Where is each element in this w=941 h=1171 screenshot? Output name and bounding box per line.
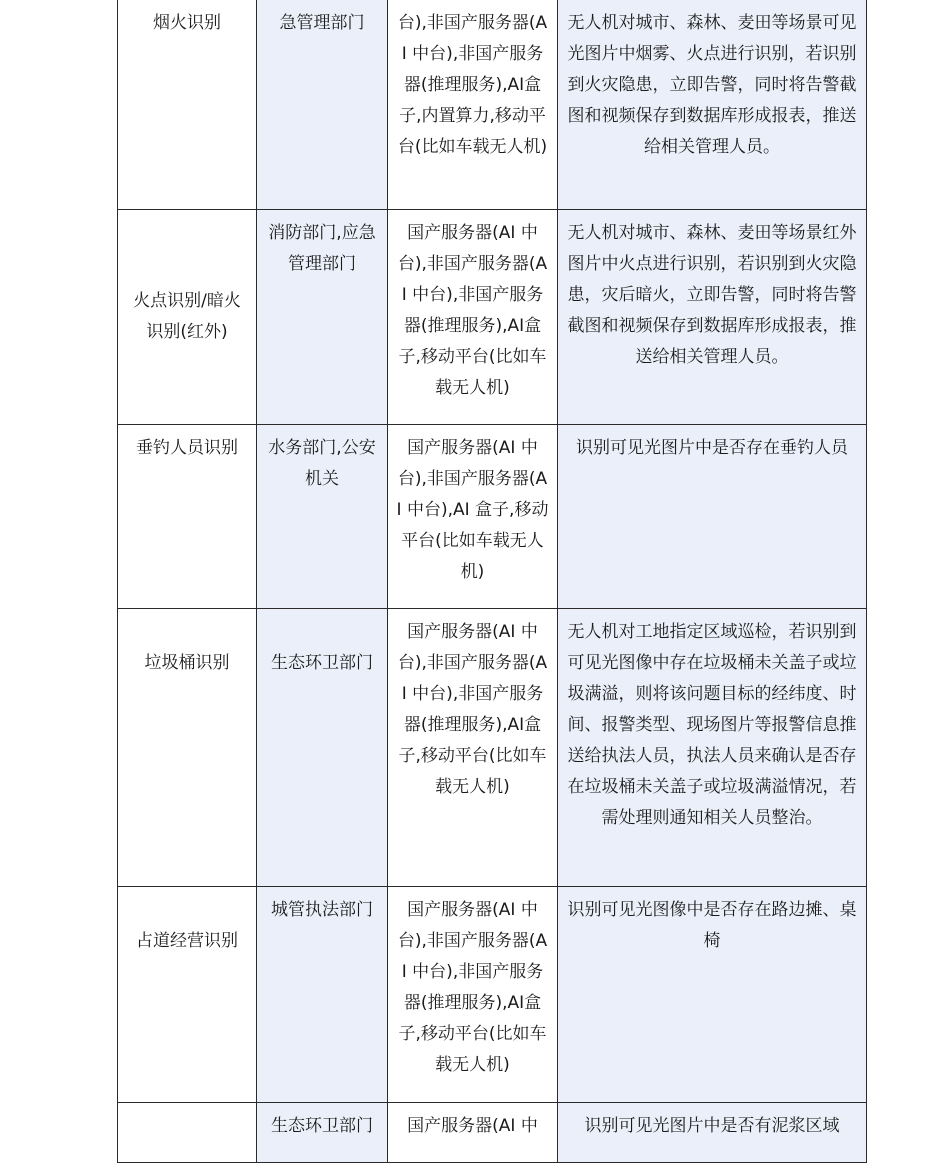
description: 识别可见光图片中是否存在垂钓人员 xyxy=(576,438,848,458)
department-cell xyxy=(257,0,388,210)
platform: 国产服务器(AI 中台),非国产服务器(AI 中台),非国产服务器(推理服务),AI盒子,移动平台(比如车载无人机) xyxy=(397,900,548,1075)
platform-cell xyxy=(388,609,558,887)
recognition-name-cell xyxy=(118,0,257,210)
recognition-name: 占道经营识别 xyxy=(136,931,238,951)
department: 水务部门,公安机关 xyxy=(268,438,376,489)
table-row xyxy=(118,887,867,1103)
platform: 国产服务器(AI 中台),非国产服务器(AI 中台),AI 盒子,移动平台(比如车载无人机) xyxy=(396,438,549,582)
department-cell xyxy=(257,1103,388,1163)
recognition-name-cell xyxy=(118,609,257,887)
table-row xyxy=(118,1103,867,1163)
description-cell xyxy=(558,1103,867,1163)
department: 生态环卫部门 xyxy=(271,1116,373,1136)
department-cell xyxy=(257,425,388,609)
platform-cell xyxy=(388,0,558,210)
department-cell xyxy=(257,210,388,425)
recognition-name-cell xyxy=(118,210,257,425)
description: 无人机对城市、森林、麦田等场景可见光图片中烟雾、火点进行识别，若识别到火灾隐患，立即告警，同时将告警截图和视频保存到数据库形成报表，推送给相关管理人员。 xyxy=(567,13,857,157)
platform-cell xyxy=(388,210,558,425)
description: 无人机对工地指定区域巡检，若识别到可见光图像中存在垃圾桶未关盖子或垃圾满溢，则将该问题目标的经纬度、时间、报警类型、现场图片等报警信息推送给执法人员，执法人员来确认是否存在垃圾桶未关盖子或垃圾满溢情况，若需处理则通知相关人员整治。 xyxy=(567,622,857,828)
platform-cell xyxy=(388,1103,558,1163)
department-cell xyxy=(257,609,388,887)
table-row xyxy=(118,0,867,210)
recognition-name-cell xyxy=(118,425,257,609)
description-cell xyxy=(558,887,867,1103)
platform: 国产服务器(AI 中台),非国产服务器(AI 中台),非国产服务器(推理服务),AI盒子,移动平台(比如车载无人机) xyxy=(397,622,548,797)
recognition-name: 烟火识别 xyxy=(153,13,221,33)
description-cell xyxy=(558,210,867,425)
recognition-name: 垂钓人员识别 xyxy=(136,438,238,458)
table-row xyxy=(118,609,867,887)
description: 识别可见光图片中是否有泥浆区域 xyxy=(584,1116,840,1136)
department: 城管执法部门 xyxy=(271,900,373,920)
table-row xyxy=(118,210,867,425)
department: 消防部门,应急管理部门 xyxy=(268,223,376,274)
recognition-name-cell xyxy=(118,887,257,1103)
department-cell xyxy=(257,887,388,1103)
table-row xyxy=(118,425,867,609)
platform-cell xyxy=(388,887,558,1103)
department: 急管理部门 xyxy=(279,13,365,33)
platform: 台),非国产服务器(AI 中台),非国产服务器(推理服务),AI盒子,内置算力,移动平台(比如车载无人机) xyxy=(397,13,548,157)
description-cell xyxy=(558,425,867,609)
description-cell xyxy=(558,0,867,210)
department: 生态环卫部门 xyxy=(271,653,373,673)
description-cell xyxy=(558,609,867,887)
platform-cell xyxy=(388,425,558,609)
platform: 国产服务器(AI 中台),非国产服务器(AI 中台),非国产服务器(推理服务),AI盒子,移动平台(比如车载无人机) xyxy=(397,223,548,398)
recognition-name: 垃圾桶识别 xyxy=(144,653,230,673)
description: 无人机对城市、森林、麦田等场景红外图片中火点进行识别，若识别到火灾隐患，灾后暗火，立即告警，同时将告警截图和视频保存到数据库形成报表，推送给相关管理人员。 xyxy=(567,223,857,367)
recognition-name: 火点识别/暗火识别(红外) xyxy=(133,291,241,342)
platform: 国产服务器(AI 中 xyxy=(407,1116,538,1136)
recognition-name-cell xyxy=(118,1103,257,1163)
capability-table xyxy=(117,0,867,1163)
description: 识别可见光图像中是否存在路边摊、桌椅 xyxy=(567,900,857,951)
